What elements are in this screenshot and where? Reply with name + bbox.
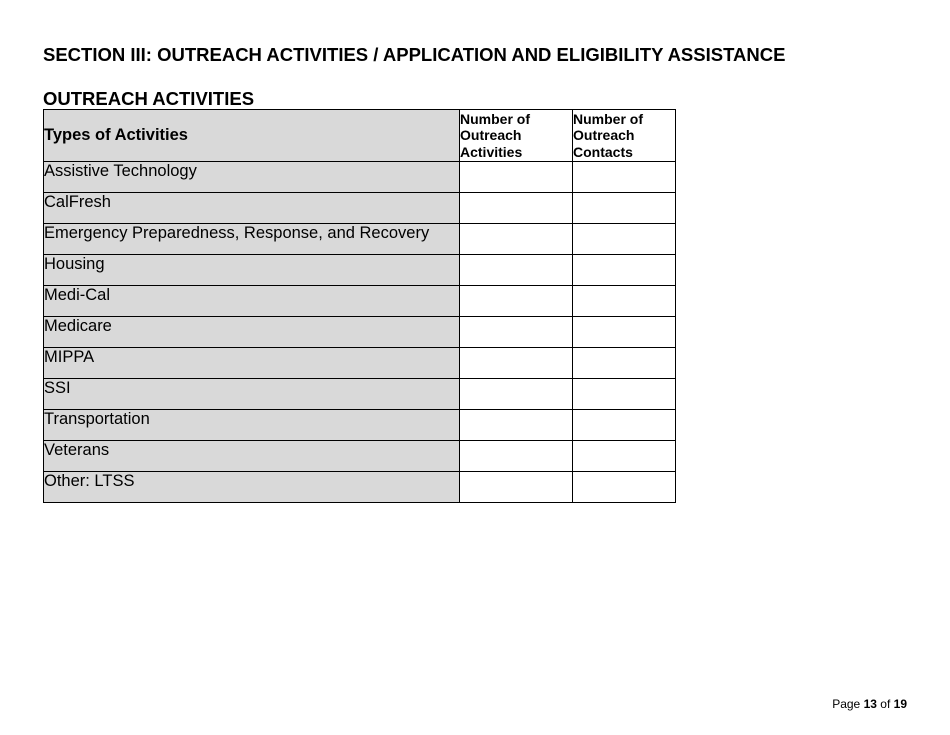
- table-row: [44, 472, 676, 503]
- contacts-count-input[interactable]: [573, 379, 676, 410]
- activity-type-cell: CalFresh: [44, 193, 460, 224]
- table-header-row: [44, 110, 676, 162]
- activities-count-input[interactable]: [460, 317, 573, 348]
- activity-type-cell: SSI: [44, 379, 460, 410]
- of-label: of: [880, 697, 891, 711]
- contacts-count-input[interactable]: [573, 286, 676, 317]
- activity-type-cell: Assistive Technology: [44, 162, 460, 193]
- section-title: SECTION III: OUTREACH ACTIVITIES / APPLICATION AND ELIGIBILITY ASSISTANCE: [43, 44, 786, 65]
- current-page-number: 13: [863, 697, 877, 711]
- table-row: [44, 286, 676, 317]
- activity-type-cell: Emergency Preparedness, Response, and Recovery: [44, 224, 460, 255]
- activities-count-input[interactable]: [460, 472, 573, 503]
- header-number-of-outreach-contacts: Number of Outreach Contacts: [573, 110, 676, 162]
- table-row: [44, 379, 676, 410]
- contacts-count-input[interactable]: [573, 472, 676, 503]
- activities-count-input[interactable]: [460, 162, 573, 193]
- table-row: [44, 224, 676, 255]
- outreach-activities-table: [43, 109, 676, 503]
- activity-type-cell: Transportation: [44, 410, 460, 441]
- activities-count-input[interactable]: [460, 224, 573, 255]
- header-types-of-activities: Types of Activities: [44, 110, 460, 162]
- activities-count-input[interactable]: [460, 379, 573, 410]
- outreach-activities-title: OUTREACH ACTIVITIES: [43, 88, 255, 109]
- outreach-table-body: [44, 162, 676, 503]
- header-number-of-outreach-activities: Number of Outreach Activities: [460, 110, 573, 162]
- contacts-count-input[interactable]: [573, 224, 676, 255]
- contacts-count-input[interactable]: [573, 193, 676, 224]
- page-label: Page: [832, 697, 861, 711]
- activity-type-cell: Veterans: [44, 441, 460, 472]
- contacts-count-input[interactable]: [573, 441, 676, 472]
- contacts-count-input[interactable]: [573, 162, 676, 193]
- activities-count-input[interactable]: [460, 255, 573, 286]
- total-pages-number: 19: [893, 697, 907, 711]
- contacts-count-input[interactable]: [573, 348, 676, 379]
- activity-type-cell: MIPPA: [44, 348, 460, 379]
- page-number-footer: [832, 697, 907, 711]
- activity-type-cell: Other: LTSS: [44, 472, 460, 503]
- activity-type-cell: Medicare: [44, 317, 460, 348]
- contacts-count-input[interactable]: [573, 410, 676, 441]
- activities-count-input[interactable]: [460, 286, 573, 317]
- activity-type-cell: Medi-Cal: [44, 286, 460, 317]
- table-row: [44, 162, 676, 193]
- activity-type-cell: Housing: [44, 255, 460, 286]
- table-row: [44, 317, 676, 348]
- contacts-count-input[interactable]: [573, 317, 676, 348]
- activities-count-input[interactable]: [460, 348, 573, 379]
- table-row: [44, 441, 676, 472]
- table-row: [44, 348, 676, 379]
- activities-count-input[interactable]: [460, 441, 573, 472]
- activities-count-input[interactable]: [460, 410, 573, 441]
- contacts-count-input[interactable]: [573, 255, 676, 286]
- table-row: [44, 255, 676, 286]
- table-row: [44, 193, 676, 224]
- table-row: [44, 410, 676, 441]
- activities-count-input[interactable]: [460, 193, 573, 224]
